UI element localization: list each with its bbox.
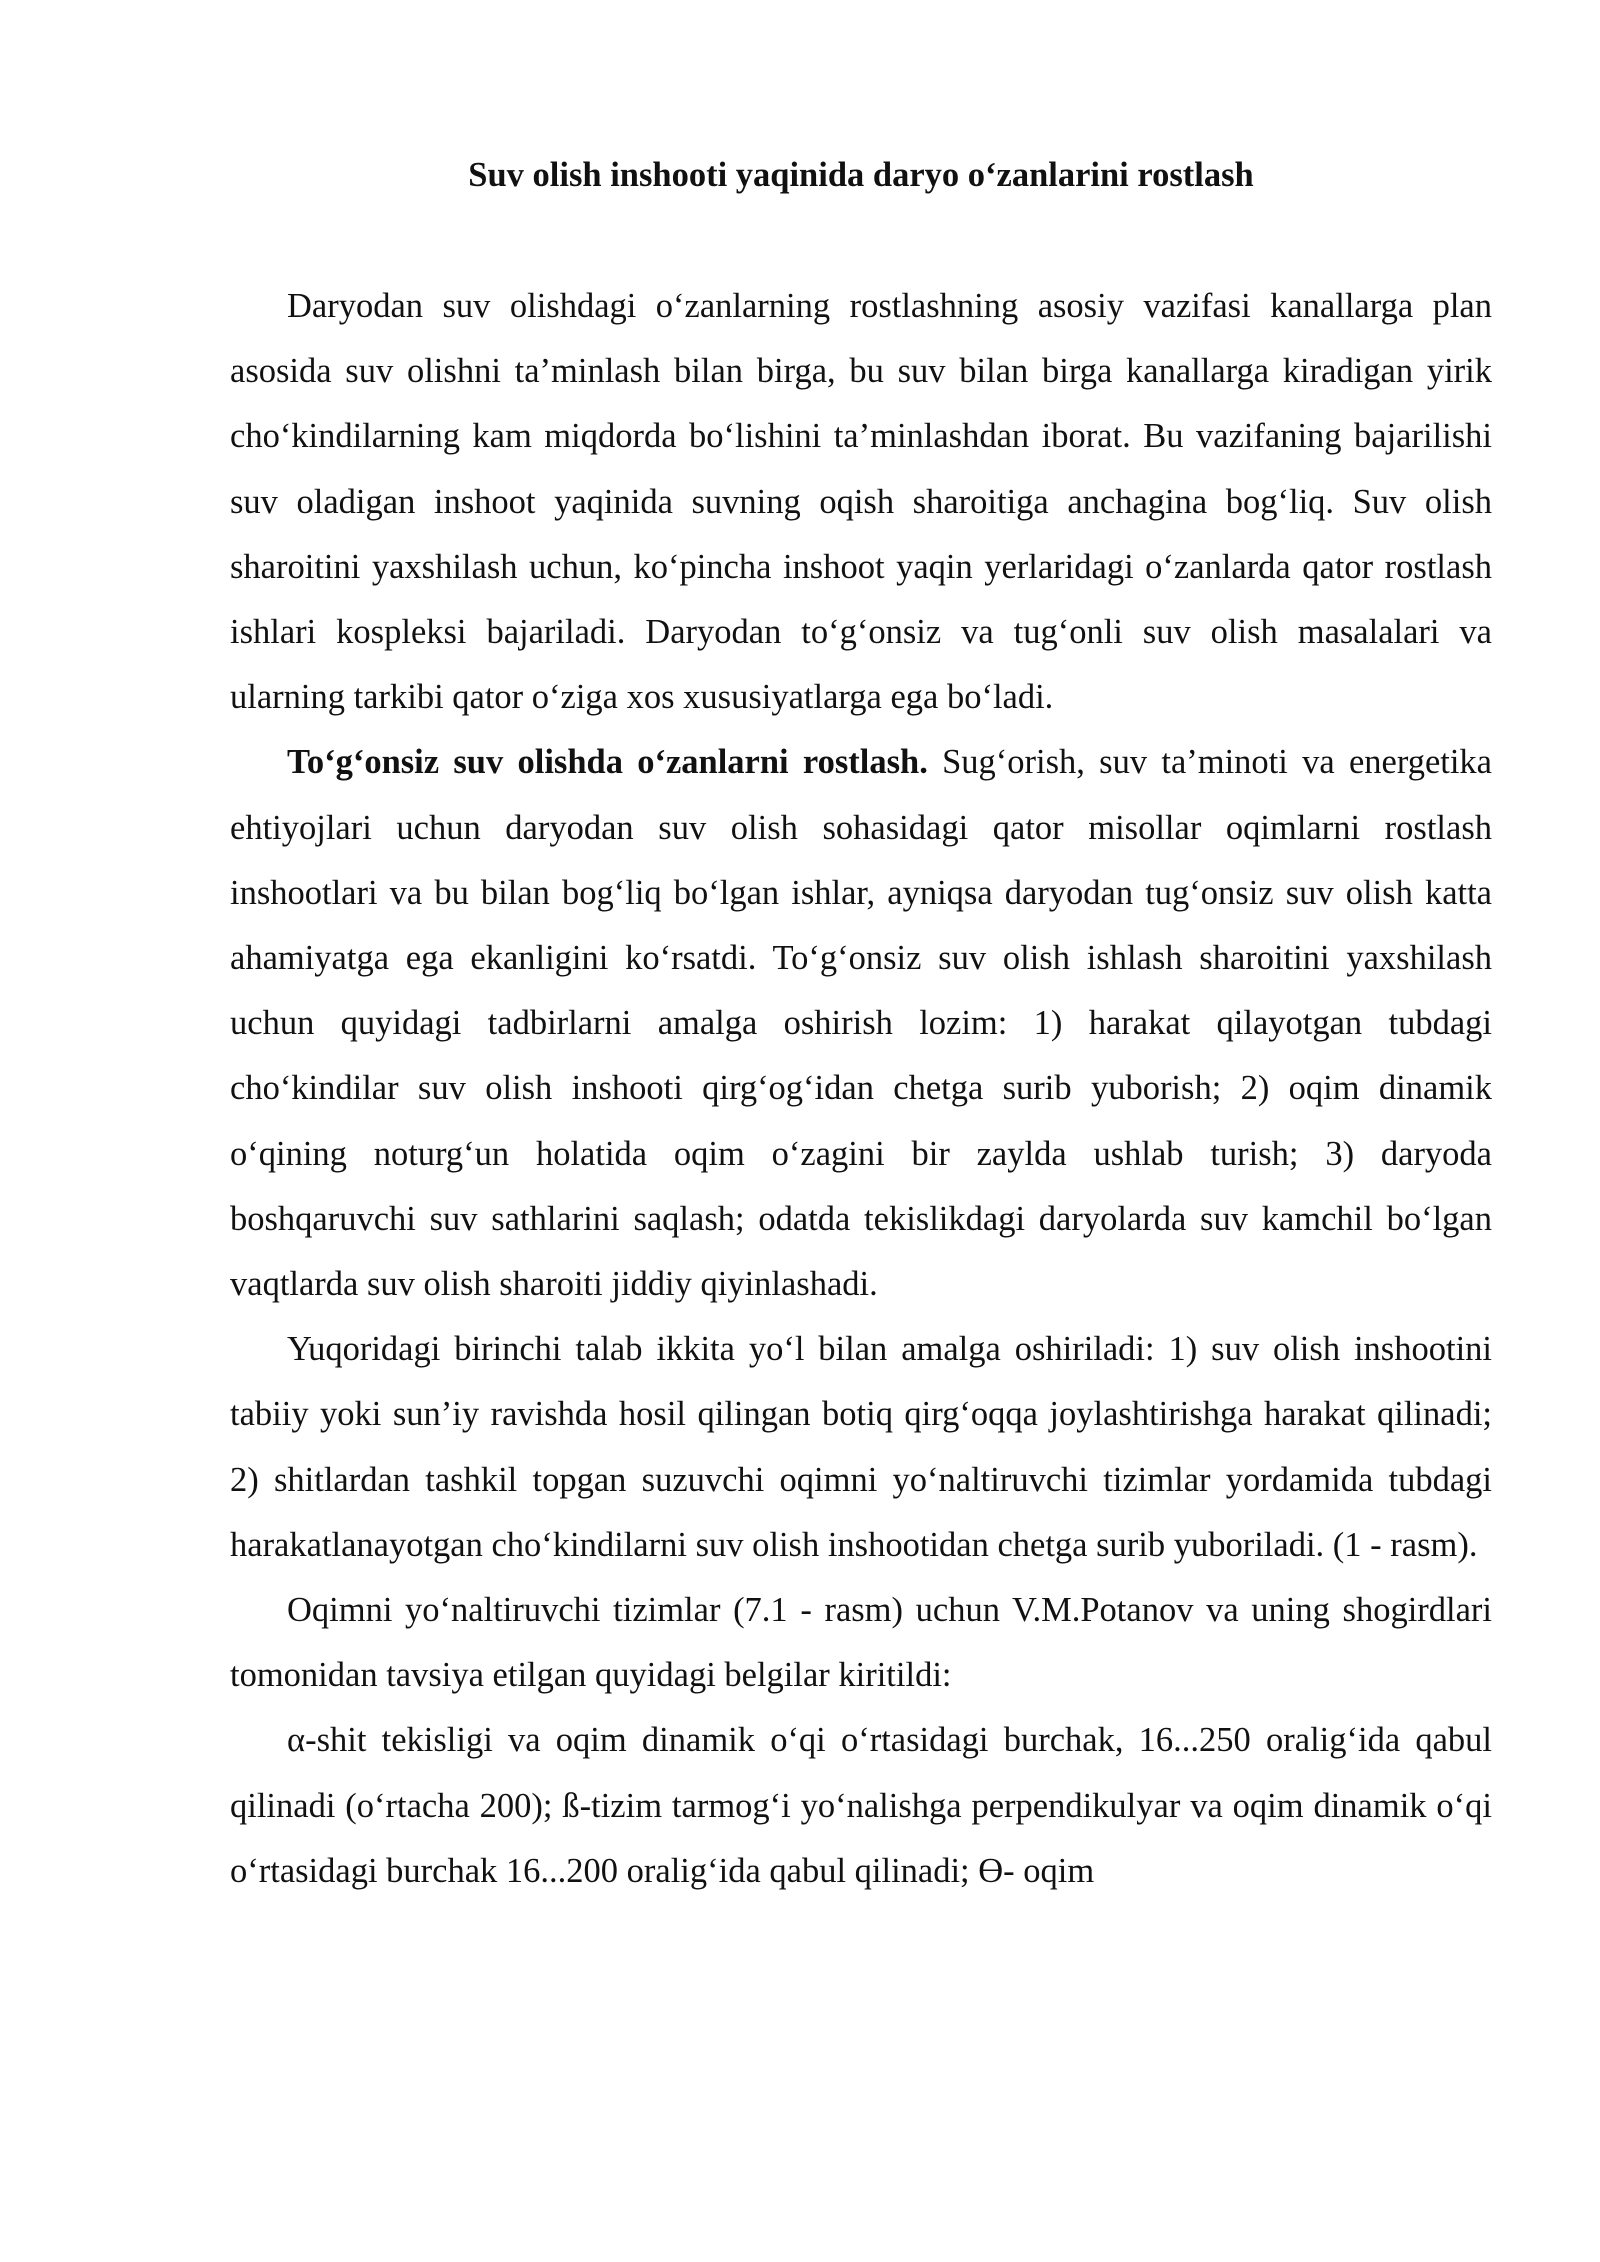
document-body	[230, 148, 1492, 1904]
paragraph-3	[230, 1317, 1492, 1578]
paragraph-text: α-shit tekisligi va oqim dinamik o‘qi o‘rtasidagi burchak, 16...250 oralig‘ida qabul qilinadi (o‘rtacha 200); ß-tizim tarmog‘i yo‘nalishga perpendikulyar va oqim dinamik o‘qi o‘rtasidagi burchak 16...200 oralig‘ida qabul qilinadi; Ө- oqim	[230, 1721, 1492, 1890]
paragraph-text: Sug‘orish, suv ta’minoti va energetika ehtiyojlari uchun daryodan suv olish sohasidagi qator misollar oqimlarni rostlash inshootlari va bu bilan bog‘liq bo‘lgan ishlar, ayniqsa daryodan tug‘onsiz suv olish katta ahamiyatga ega ekanligini ko‘rsatdi. To‘g‘onsiz suv olish ishlash sharoitini yaxshilash uchun quyidagi tadbirlarni amalga oshirish lozim: 1) harakat qilayotgan tubdagi cho‘kindilar suv olish inshooti qirg‘og‘idan chetga surib yuborish; 2) oqim dinamik o‘qining noturg‘un holatida oqim o‘zagini bir zaylda ushlab turish; 3) daryoda boshqaruvchi suv sathlarini saqlash; odatda tekislikdagi daryolarda suv kamchil bo‘lgan vaqtlarda suv olish sharoiti jiddiy qiyinlashadi.	[230, 743, 1492, 1304]
document-title: Suv olish inshooti yaqinida daryo o‘zanlarini rostlash	[468, 156, 1254, 194]
paragraph-5	[230, 1708, 1492, 1904]
paragraph-text: Daryodan suv olishdagi o‘zanlarning rostlashning asosiy vazifasi kanallarga plan asosida suv olishni ta’minlash bilan birga, bu suv bilan birga kanallarga kiradigan yirik cho‘kindilarning kam miqdorda bo‘lishini ta’minlashdan iborat. Bu vazifaning bajarilishi suv oladigan inshoot yaqinida suvning oqish sharoitiga anchagina bog‘liq. Suv olish sharoitini yaxshilash uchun, ko‘pincha inshoot yaqin yerlaridagi o‘zanlarda qator rostlash ishlari kospleksi bajariladi. Daryodan to‘g‘onsiz va tug‘onli suv olish masalalari va ularning tarkibi qator o‘ziga xos xususiyatlarga ega bo‘ladi.	[230, 287, 1492, 717]
paragraph-2	[230, 730, 1492, 1317]
paragraph-text: Oqimni yo‘naltiruvchi tizimlar (7.1 - rasm) uchun V.M.Potanov va uning shogirdlari tomonidan tavsiya etilgan quyidagi belgilar kiritildi:	[230, 1591, 1492, 1695]
paragraph-4	[230, 1578, 1492, 1708]
paragraph-bold-lead: To‘g‘onsiz suv olishda o‘zanlarni rostlash.	[287, 743, 928, 782]
paragraph-1	[230, 274, 1492, 730]
paragraph-text: Yuqoridagi birinchi talab ikkita yo‘l bilan amalga oshiriladi: 1) suv olish inshootini tabiiy yoki sun’iy ravishda hosil qilingan botiq qirg‘oqqa joylashtirishga harakat qilinadi; 2) shitlardan tashkil topgan suzuvchi oqimni yo‘naltiruvchi tizimlar yordamida tubdagi harakatlanayotgan cho‘kindilarni suv olish inshootidan chetga surib yuboriladi. (1 - rasm).	[230, 1330, 1492, 1564]
